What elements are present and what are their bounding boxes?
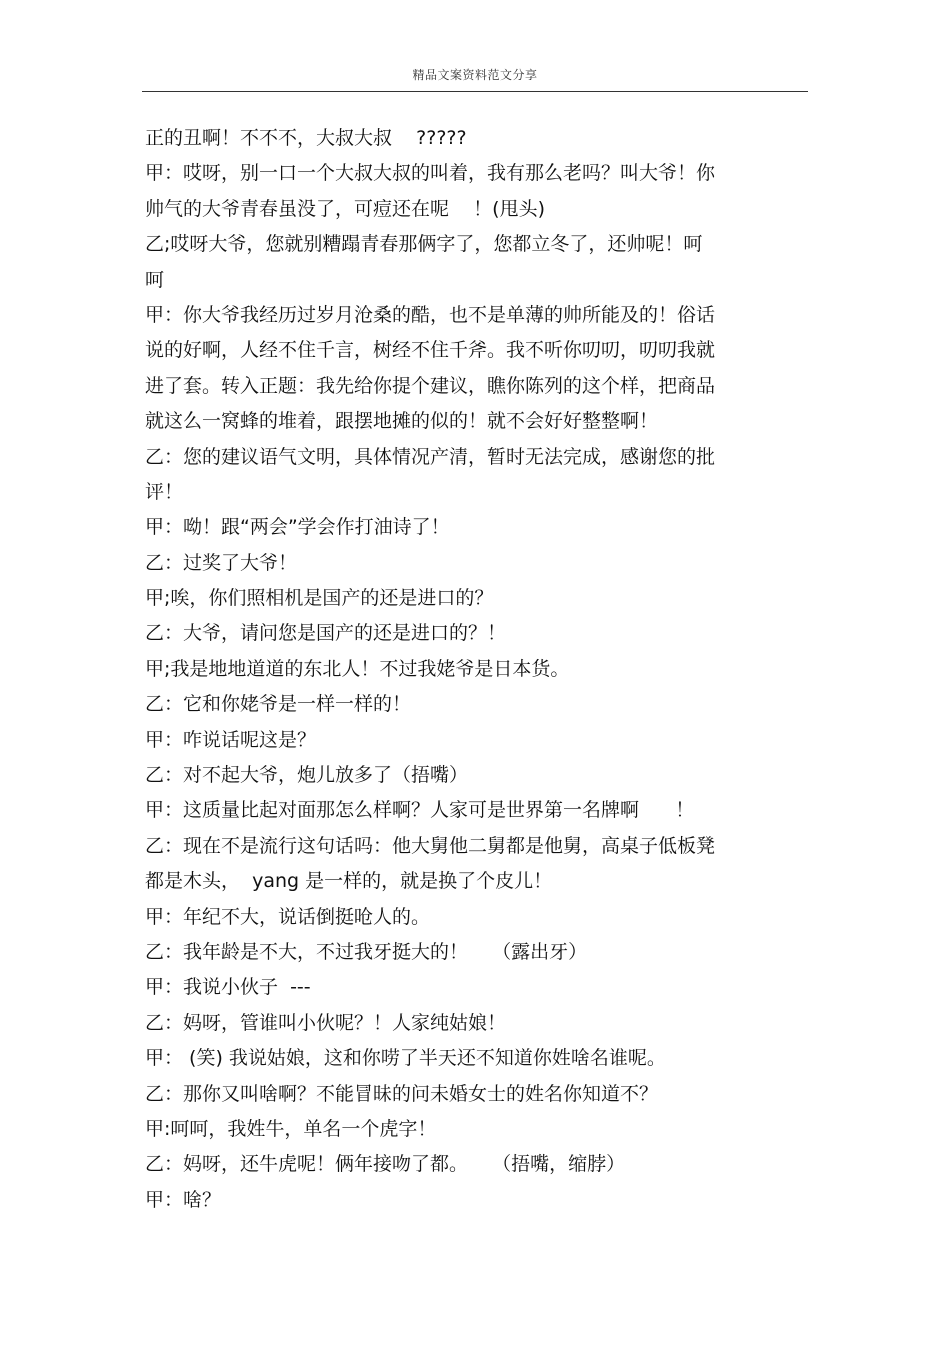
document-body bbox=[145, 121, 775, 1218]
page-header-title: 精品文案资料范文分享 bbox=[412, 68, 538, 82]
text-line-24: 乙：我年龄是不大，不过我牙挺大的！ （露出牙） bbox=[145, 940, 588, 963]
text-line-31: 甲：啥？ bbox=[145, 1188, 222, 1211]
text-line-1: 正的丑啊！不不不，大叔大叔 ????? bbox=[145, 127, 467, 149]
text-line-7: 说的好啊，人经不住千言，树经不住千斧。我不听你叨叨，叨叨我就 bbox=[145, 339, 716, 362]
text-line-11: 评！ bbox=[145, 480, 184, 503]
text-line-26: 乙：妈呀，管谁叫小伙呢？！人家纯姑娘！ bbox=[145, 1011, 507, 1034]
text-line-5: 呵 bbox=[145, 268, 165, 291]
text-line-6: 甲：你大爷我经历过岁月沧桑的酷，也不是单薄的帅所能及的！俗话 bbox=[145, 303, 716, 326]
text-line-15: 乙：大爷，请问您是国产的还是进口的？！ bbox=[145, 622, 507, 645]
text-line-22: 都是木头， yang 是一样的，就是换了个皮儿！ bbox=[145, 870, 553, 893]
text-line-4: 乙;哎呀大爷，您就别糟蹋青春那俩字了，您都立冬了，还帅呢！呵 bbox=[145, 233, 703, 256]
text-line-10: 乙：您的建议语气文明，具体情况产清，暂时无法完成，感谢您的批 bbox=[145, 445, 716, 468]
text-line-28: 乙：那你又叫啥啊？不能冒昧的问未婚女士的姓名你知道不？ bbox=[145, 1082, 659, 1105]
text-line-23: 甲：年纪不大，说话倒挺呛人的。 bbox=[145, 905, 431, 928]
text-line-3: 帅气的大爷青春虽没了，可痘还在呢 ！(甩头) bbox=[145, 197, 545, 220]
text-line-27: 甲： (笑) 我说姑娘，这和你唠了半天还不知道你姓啥名谁呢。 bbox=[145, 1047, 666, 1070]
text-line-30: 乙：妈呀，还牛虎呢！俩年接吻了都。 （捂嘴，缩脖） bbox=[145, 1153, 626, 1176]
text-line-8: 进了套。转入正题：我先给你提个建议，瞧你陈列的这个样，把商品 bbox=[145, 374, 716, 397]
text-line-2: 甲：哎呀，别一口一个大叔大叔的叫着，我有那么老吗？叫大爷！你 bbox=[145, 162, 716, 185]
text-line-14: 甲;唉，你们照相机是国产的还是进口的？ bbox=[145, 587, 494, 610]
text-line-9: 就这么一窝蜂的堆着，跟摆地摊的似的！就不会好好整整啊！ bbox=[145, 410, 659, 433]
text-line-16: 甲;我是地地道道的东北人！不过我姥爷是日本货。 bbox=[145, 657, 570, 680]
text-line-17: 乙：它和你姥爷是一样一样的！ bbox=[145, 693, 412, 716]
text-line-19: 乙：对不起大爷，炮儿放多了（捂嘴） bbox=[145, 764, 469, 787]
text-line-29: 甲:呵呵，我姓牛，单名一个虎字！ bbox=[145, 1117, 437, 1140]
text-line-25: 甲：我说小伙子 --- bbox=[145, 976, 311, 999]
text-line-20: 甲：这质量比起对面那怎么样啊？人家可是世界第一名牌啊 ！ bbox=[145, 799, 695, 822]
text-line-18: 甲：咋说话呢这是？ bbox=[145, 728, 317, 751]
header-divider bbox=[142, 91, 808, 92]
text-line-13: 乙：过奖了大爷！ bbox=[145, 551, 298, 574]
text-line-12: 甲：呦！跟“两会”学会作打油诗了！ bbox=[145, 516, 450, 539]
text-line-21: 乙：现在不是流行这句话吗：他大舅他二舅都是他舅，高桌子低板凳 bbox=[145, 834, 716, 857]
